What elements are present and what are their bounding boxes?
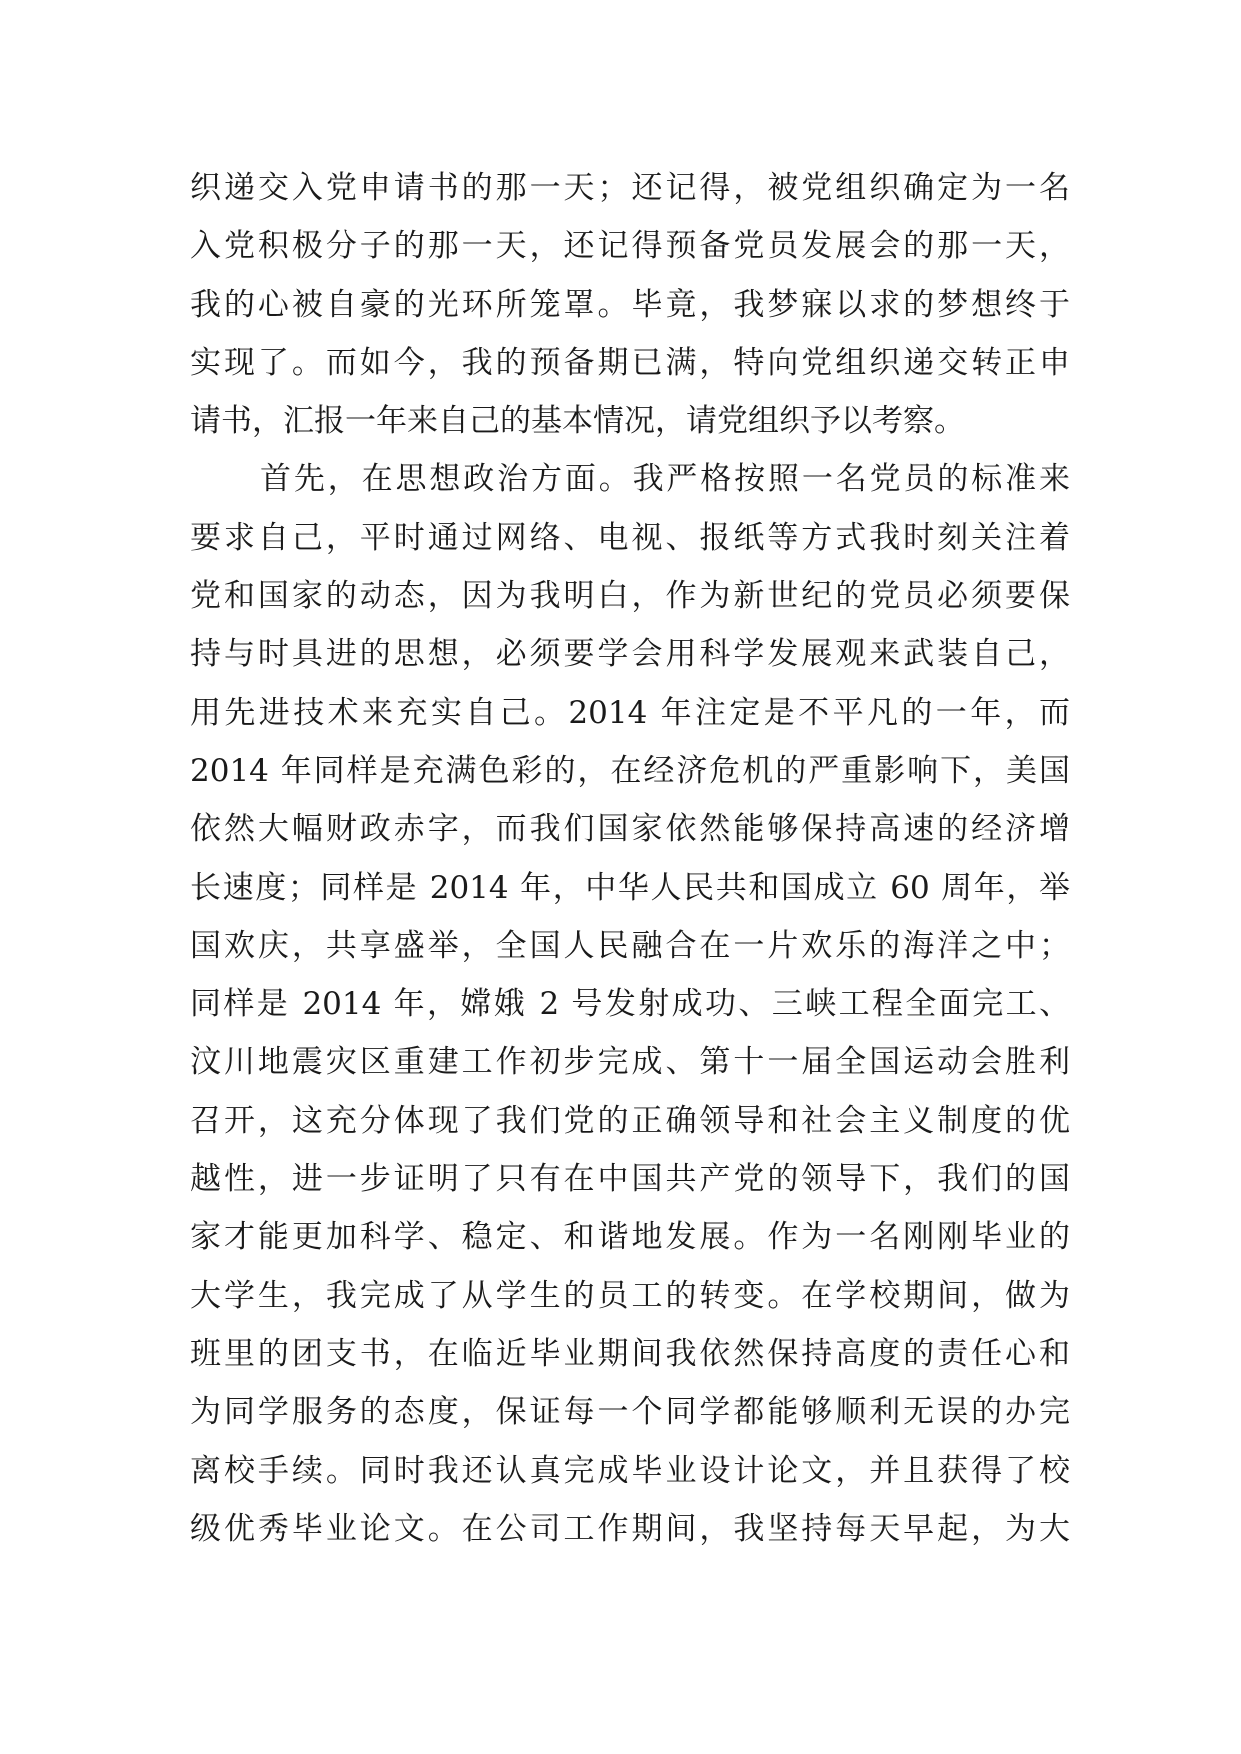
text-line: 家才能更加科学、稳定、和谐地发展。作为一名刚刚毕业的 [190, 1219, 1070, 1256]
text-line: 入党积极分子的那一天，还记得预备党员发展会的那一天， [190, 228, 1070, 265]
text-line: 首先，在思想政治方面。我严格按照一名党员的标准来 [260, 461, 1070, 498]
text-line: 为同学服务的态度，保证每一个同学都能够顺利无误的办完 [190, 1394, 1070, 1431]
text-line: 我的心被自豪的光环所笼罩。毕竟，我梦寐以求的梦想终于 [190, 286, 1070, 323]
text-line: 召开，这充分体现了我们党的正确领导和社会主义制度的优 [190, 1102, 1070, 1139]
text-line: 级优秀毕业论文。在公司工作期间，我坚持每天早起，为大 [190, 1510, 1070, 1547]
text-line: 离校手续。同时我还认真完成毕业设计论文，并且获得了校 [190, 1452, 1070, 1489]
text-line: 越性，进一步证明了只有在中国共产党的领导下，我们的国 [190, 1161, 1070, 1198]
text-line: 实现了。而如今，我的预备期已满，特向党组织递交转正申 [190, 344, 1070, 381]
text-line: 大学生，我完成了从学生的员工的转变。在学校期间，做为 [190, 1277, 1070, 1314]
text-line: 国欢庆，共享盛举，全国人民融合在一片欢乐的海洋之中； [190, 927, 1070, 964]
text-line: 班里的团支书，在临近毕业期间我依然保持高度的责任心和 [190, 1335, 1070, 1372]
text-line: 同样是 2014 年，嫦娥 2 号发射成功、三峡工程全面完工、 [190, 986, 1070, 1023]
text-line: 长速度；同样是 2014 年，中华人民共和国成立 60 周年，举 [190, 869, 1070, 906]
text-line: 用先进技术来充实自己。2014 年注定是不平凡的一年，而 [190, 694, 1070, 731]
text-line: 持与时具进的思想，必须要学会用科学发展观来武装自己， [190, 636, 1070, 673]
text-line: 党和国家的动态，因为我明白，作为新世纪的党员必须要保 [190, 578, 1070, 615]
body-text [190, 159, 1070, 1558]
text-line: 2014 年同样是充满色彩的，在经济危机的严重影响下，美国 [190, 752, 1070, 789]
text-line: 织递交入党申请书的那一天；还记得，被党组织确定为一名 [190, 170, 1070, 206]
text-line: 要求自己，平时通过网络、电视、报纸等方式我时刻关注着 [190, 519, 1070, 556]
text-line: 依然大幅财政赤字，而我们国家依然能够保持高速的经济增 [190, 811, 1070, 848]
text-line: 请书，汇报一年来自己的基本情况，请党组织予以考察。 [190, 403, 965, 440]
text-line: 汶川地震灾区重建工作初步完成、第十一届全国运动会胜利 [190, 1044, 1070, 1081]
